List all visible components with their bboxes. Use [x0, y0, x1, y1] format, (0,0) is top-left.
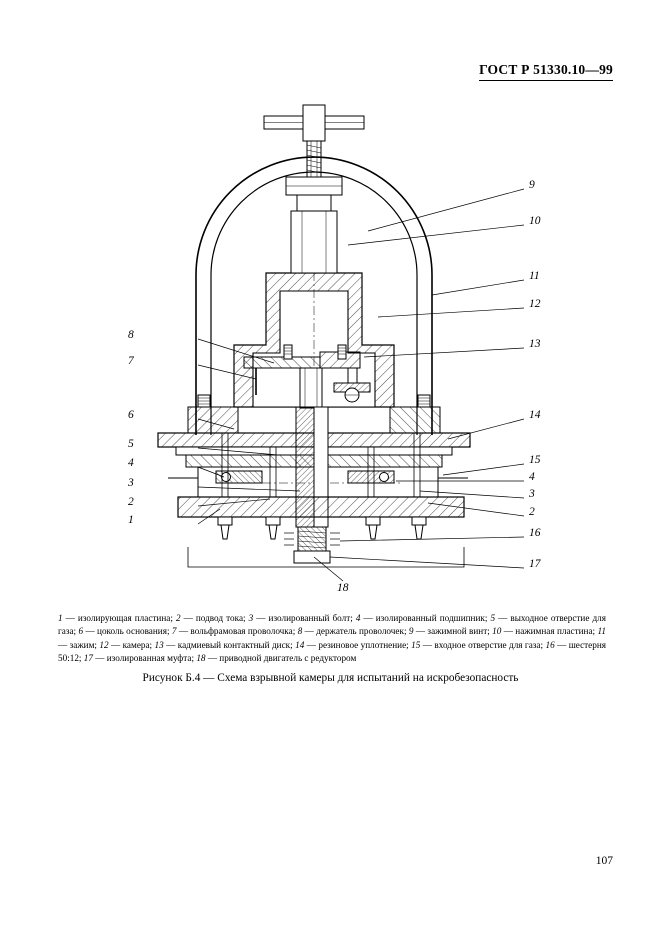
callout-right-10: 10	[529, 215, 541, 227]
callout-right-3: 3	[529, 488, 535, 500]
callout-right-17: 17	[529, 558, 541, 570]
callout-right-16: 16	[529, 527, 541, 539]
callout-left-3: 3	[128, 477, 134, 489]
callout-left-5: 5	[128, 438, 134, 450]
callout-right-12: 12	[529, 298, 541, 310]
callout-right-2: 2	[529, 506, 535, 518]
page-number: 107	[595, 855, 613, 867]
callout-bottom-18: 18	[337, 582, 349, 594]
callout-right-11: 11	[529, 270, 540, 282]
standard-header: ГОСТ Р 51330.10—99	[479, 62, 613, 81]
callout-right-13: 13	[529, 338, 541, 350]
callout-left-8: 8	[128, 329, 134, 341]
figure-caption: Рисунок Б.4 — Схема взрывной камеры для испытаний на искробезопасность	[142, 672, 519, 684]
callout-left-4: 4	[128, 457, 134, 469]
figure-legend: 1 — изолирующая пластина; 2 — подвод тока; 3 — изолированный болт; 4 — изолированный подшипник; 5 — выходное отверстие для газа; 6 — цоколь основания; 7 — вольфрамовая проволочка; 8 — держатель проволочек; 9 — зажимной винт; 10 — нажимная пластина; 11 — зажим; 12 — камера; 13 — кадмиевый контактный диск; 14 — резиновое уплотнение; 15 — входное отверстие для газа; 16 — шестерня 50:12; 17 — изолированная муфта; 18 — приводной двигатель с редуктором	[58, 613, 607, 663]
callout-left-2: 2	[128, 496, 134, 508]
callout-right-4: 4	[529, 471, 535, 483]
callout-right-15: 15	[529, 454, 541, 466]
figure-callouts	[48, 95, 613, 595]
callout-left-6: 6	[128, 409, 134, 421]
callout-right-14: 14	[529, 409, 541, 421]
callout-left-1: 1	[128, 514, 134, 526]
callout-right-9: 9	[529, 179, 535, 191]
figure-explosion-chamber	[48, 95, 613, 595]
callout-left-7: 7	[128, 355, 134, 367]
